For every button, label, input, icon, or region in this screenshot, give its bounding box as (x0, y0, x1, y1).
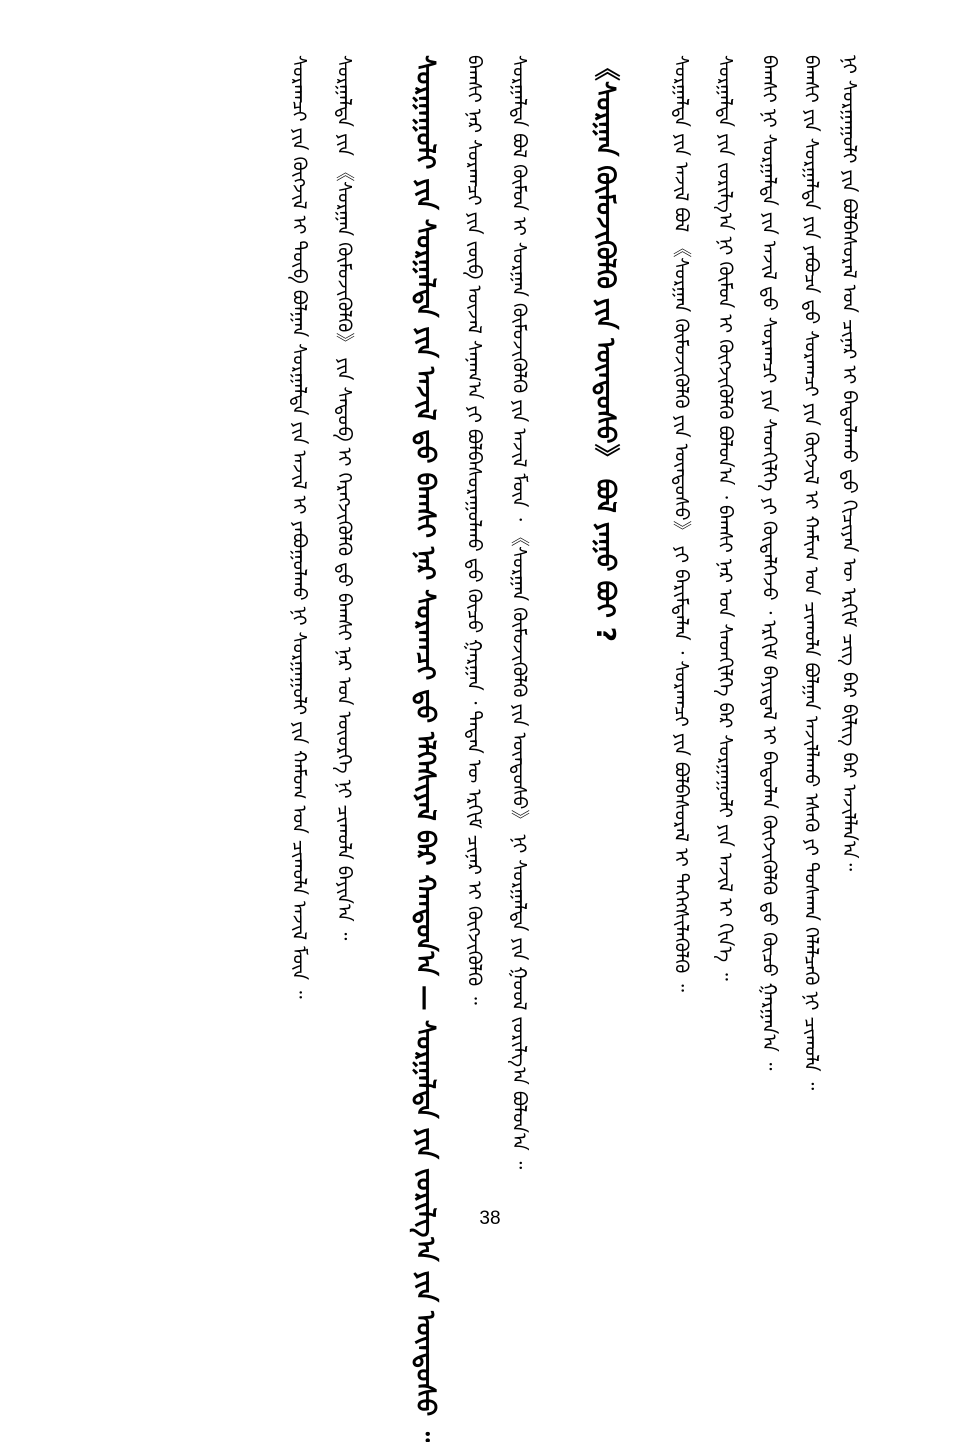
text-body (98, 55, 860, 1442)
text-column-4: ᠰᠤᠷᠭᠠᠯᠲᠠ ᠶᠢᠨ ᠵᠣᠷᠢᠯᠭ᠎ᠠ ᠨᠢ ᠬᠦᠮᠦᠨ ᠢ ᠬᠥᠭᠵᠢᠭᠦᠯᠬᠦ ᠪᠣᠯᠤᠨ᠎ᠠ ᠂ ᠪᠠᠭᠰᠢ ᠨᠠᠷ ᠤᠨ ᠰᠡᠳᠬᠢᠯᠭᠡ ᠪᠡᠷ ᠰᠤᠷᠭᠠᠭᠤᠯᠢ ᠶᠢᠨ ᠠᠵᠢᠯ ᠢ ᠬᠢᠨ᠎ᠡ ᠃ (714, 55, 736, 981)
text-column-1: ᠨᠢ ᠰᠤᠷᠭᠠᠭᠤᠯᠢ ᠶᠢᠨ ᠪᠣᠯᠪᠠᠰᠤᠷᠠᠯ ᠤᠨ ᠴᠢᠨᠠᠷ ᠢ ᠪᠠᠲᠤᠯᠠᠬᠤ ᠳ᠋ᠤ ᠬᠢᠴᠢᠶᠡᠨ ᠦ ᠡᠷᠬᠢᠮ ᠴᠢᠭ ᠪᠠᠷ ᠪᠢᠯᠢᠭ ᠪᠡᠷ ᠠᠵᠢᠯᠯᠠᠨ᠎ᠠ᠃ (838, 55, 860, 872)
text-column-8: ᠰᠤᠷᠭᠠᠯᠲᠠ ᠶᠢᠨ 《ᠰᠤᠷᠭᠠᠨ ᠬᠦᠮᠦᠵᠢᠭᠦᠯᠬᠦ》 ᠶᠢᠨ ᠰᠡᠳᠦᠪ ᠢ ᠬᠡᠷᠡᠭᠵᠢᠭᠦᠯᠬᠦ ᠳ᠋ᠤ ᠪᠠᠭᠰᠢ ᠨᠠᠷ ᠤᠨ ᠦᠦᠷᠭᠡ ᠨᠢ ᠴᠢᠬᠤᠯᠠ ᠪᠠᠶᠢᠨ᠎ᠠ ᠃ (333, 55, 355, 941)
text-column-6: ᠰᠤᠷᠭᠠᠯᠲᠠ ᠪᠣᠯ ᠬᠦᠮᠦᠨ ᠢ ᠰᠤᠷᠭᠠᠨ ᠬᠦᠮᠦᠵᠢᠭᠦᠯᠬᠦ ᠶᠢᠨ ᠠᠵᠢᠯ ᠮᠥᠨ ᠂ 《ᠰᠤᠷᠭᠠᠨ ᠬᠦᠮᠦᠵᠢᠭᠦᠯᠬᠦ ᠶᠢᠨ ᠦᠨᠳᠦᠰᠦ》 ᠨᠢ ᠰᠤᠷᠭᠠᠯᠲᠠ ᠶᠢᠨ ᠭᠣᠣᠯ ᠵᠣᠷᠢᠯᠭ᠎ᠠ ᠪᠣᠯᠤᠨ᠎ᠠ ᠃ (508, 55, 530, 1170)
page-number: 38 (479, 1208, 501, 1229)
text-column-9: ᠰᠤᠷᠠᠭᠴᠢ ᠶᠢᠨ ᠬᠥᠭᠵᠢᠯ ᠢ ᠲᠥᠪ ᠪᠣᠯᠭᠠᠨ ᠰᠤᠷᠭᠠᠯᠲᠠ ᠶᠢᠨ ᠠᠵᠢᠯ ᠢ ᠶᠠᠪᠤᠭᠤᠯᠬᠤ ᠨᠢ ᠰᠤᠷᠭᠠᠭᠤᠯᠢ ᠶᠢᠨ ᠬᠠᠮᠤᠭ ᠤᠨ ᠴᠢᠬᠤᠯᠠ ᠠᠵᠢᠯ ᠮᠥᠨ ᠃ (288, 55, 310, 999)
text-column-7: ᠪᠠᠭᠰᠢ ᠨᠠᠷ ᠰᠤᠷᠠᠭᠴᠢ ᠶᠢᠨ ᠵᠥᠪ ᠦᠵᠡᠯ ᠰᠠᠨᠠᠭ᠎ᠠ ᠶᠢ ᠪᠣᠯᠪᠠᠰᠤᠷᠠᠭᠤᠯᠬᠤ ᠳ᠋ᠤ ᠬᠦᠴᠦ ᠭᠠᠷᠭᠠᠨ ᠂ ᠲᠡᠳᠡᠨ ᠦ ᠡᠷᠬᠢᠮ ᠴᠢᠨᠠᠷ ᠢ ᠬᠥᠭᠵᠢᠭᠦᠯᠬᠦ ᠃ (463, 55, 485, 1005)
section-heading-2: ᠰᠤᠷᠭᠠᠭᠤᠯᠢ ᠶᠢᠨ ᠰᠤᠷᠭᠠᠯᠲᠠ ᠶᠢᠨ ᠠᠵᠢᠯ ᠳ᠋ᠤ ᠪᠠᠭᠰᠢ ᠨᠠᠷ ᠰᠤᠷᠠᠭᠴᠢ ᠳ᠋ᠤ ᠡᠯᠭᠡᠰᠢᠶᠡᠯ ᠪᠡᠷ ᠬᠠᠨᠳᠤᠨ᠎ᠠ — ᠰᠤᠷᠭᠠᠯᠲᠠ ᠶᠢᠨ ᠵᠣᠷᠢᠯᠭ᠎ᠠ ᠶᠢᠨ ᠦᠨᠳᠦᠰᠦ ᠃ (410, 55, 440, 1442)
section-heading: 《ᠰᠤᠷᠭᠠᠨ ᠬᠦᠮᠦᠵᠢᠭᠦᠯᠬᠦ ᠶᠢᠨ ᠦᠨᠳᠦᠰᠦ》 ᠪᠣᠯ ᠶᠠᠭᠤ ᠪᠤᠢ ? (590, 55, 620, 642)
text-column-3: ᠪᠠᠭᠰᠢ ᠨᠢ ᠰᠤᠷᠭᠠᠯᠲᠠ ᠶᠢᠨ ᠠᠵᠢᠯ ᠳ᠋ᠤ ᠰᠤᠷᠠᠭᠴᠢ ᠶᠢᠨ ᠰᠡᠳᠬᠢᠯᠭᠡ ᠶᠢ ᠬᠥᠳᠡᠯᠭᠡᠵᠦ ᠂ ᠡᠷᠬᠢᠮ ᠪᠠᠶᠢᠳᠠᠯ ᠢ ᠪᠠᠲᠤᠯᠠᠨ ᠬᠥᠭᠵᠢᠭᠦᠯᠬᠦ ᠳ᠋ᠤ ᠬᠦᠴᠦ ᠭᠠᠷᠭᠠᠨ᠎ᠠ ᠃ (758, 55, 780, 1071)
text-column-5: ᠰᠤᠷᠭᠠᠯᠲᠠ ᠶᠢᠨ ᠠᠵᠢᠯ ᠪᠣᠯ 《ᠰᠤᠷᠭᠠᠨ ᠬᠦᠮᠦᠵᠢᠭᠦᠯᠬᠦ ᠶᠢᠨ ᠦᠨᠳᠦᠰᠦ》 ᠶᠢ ᠪᠠᠷᠢᠮᠲᠠᠯᠠᠨ ᠂ ᠰᠤᠷᠠᠭᠴᠢ ᠶᠢᠨ ᠪᠣᠯᠪᠠᠰᠤᠷᠠᠯ ᠢ ᠳᠡᠭᠡᠭᠰᠢᠯᠡᠭᠦᠯᠬᠦ ᠃ (670, 55, 692, 992)
text-column-2: ᠪᠠᠭᠰᠢ ᠶᠢᠨ ᠰᠤᠷᠭᠠᠯᠲᠠ ᠶᠢᠨ ᠶᠠᠪᠤᠴᠠ ᠳ᠋ᠤ ᠰᠤᠷᠠᠭᠴᠢ ᠶᠢᠨ ᠬᠥᠭᠵᠢᠯ ᠢ ᠬᠠᠮᠢᠭ ᠤᠨ ᠴᠢᠬᠤᠯᠠ ᠪᠣᠯᠭᠠᠨ ᠠᠵᠢᠯᠯᠠᠬᠤ ᠡᠰᠡᠬᠦ ᠶᠢ ᠲᠤᠰᠬᠠᠨ ᠬᠡᠯᠡᠯᠴᠡᠬᠦ ᠨᠢ ᠴᠢᠬᠤᠯᠠ ᠃ (800, 55, 822, 1091)
